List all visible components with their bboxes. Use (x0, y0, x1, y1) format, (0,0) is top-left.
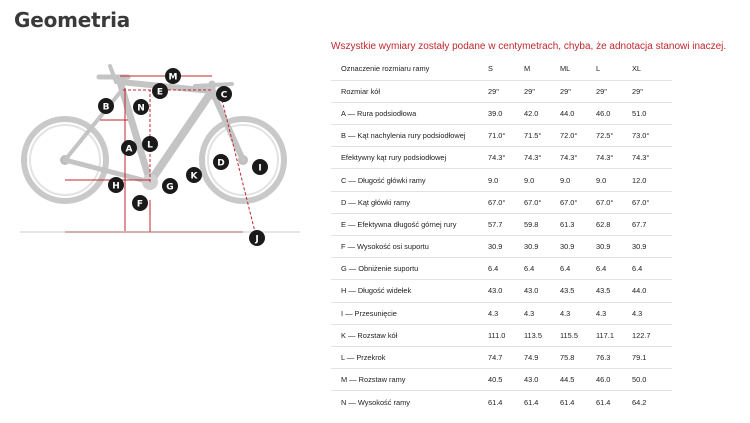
table-cell: 29" (488, 80, 524, 102)
header-label: Oznaczenie rozmiaru ramy (341, 64, 430, 74)
size-header: XL (632, 64, 642, 74)
row-label: D — Kąt główki ramy (331, 191, 488, 213)
table-cell: 74.9 (524, 346, 560, 368)
bike-geometry-diagram (0, 60, 320, 260)
table-row (331, 213, 672, 235)
table-cell: 6.4 (524, 258, 560, 280)
table-cell: 67.0° (560, 191, 596, 213)
marker-B (98, 98, 114, 114)
table-cell: 29" (596, 80, 632, 102)
geometry-table (331, 58, 672, 413)
svg-text:M: M (168, 72, 178, 83)
table-cell: 43.0 (524, 280, 560, 302)
table-cell: 57.7 (488, 213, 524, 235)
row-label: B — Kąt nachylenia rury podsiodłowej (331, 125, 488, 147)
table-cell: 79.1 (632, 346, 672, 368)
table-cell: 4.3 (560, 302, 596, 324)
table-row (331, 391, 672, 413)
svg-text:F: F (136, 199, 144, 210)
table-row (331, 280, 672, 302)
table-cell: 30.9 (488, 236, 524, 258)
table-row (331, 236, 672, 258)
table-cell: 9.0 (488, 169, 524, 191)
table-cell: 67.0° (596, 191, 632, 213)
table-header-row (331, 58, 672, 80)
table-cell: 51.0 (632, 102, 672, 124)
table-cell: 61.4 (488, 391, 524, 413)
table-cell: 74.3° (596, 147, 632, 169)
svg-text:A: A (125, 144, 133, 155)
marker-M (165, 68, 181, 84)
table-cell: 61.4 (596, 391, 632, 413)
table-cell: 111.0 (488, 324, 524, 346)
table-row (331, 258, 672, 280)
marker-H (108, 177, 124, 193)
table-cell: 61.3 (560, 213, 596, 235)
svg-text:D: D (217, 158, 225, 169)
table-row (331, 346, 672, 368)
table-cell: 6.4 (596, 258, 632, 280)
table-cell: 6.4 (488, 258, 524, 280)
table-cell: 30.9 (560, 236, 596, 258)
table-row (331, 80, 672, 102)
table-cell: 74.3° (488, 147, 524, 169)
table-cell: 42.0 (524, 102, 560, 124)
row-label: I — Przesunięcie (331, 302, 488, 324)
table-row (331, 369, 672, 391)
marker-F (132, 195, 148, 211)
marker-A (121, 140, 137, 156)
table-cell: 4.3 (488, 302, 524, 324)
table-row (331, 102, 672, 124)
table-cell: 43.5 (560, 280, 596, 302)
size-header: ML (560, 64, 571, 74)
table-row (331, 302, 672, 324)
table-cell: 44.5 (560, 369, 596, 391)
marker-N (133, 99, 149, 115)
marker-D (213, 154, 229, 170)
table-cell: 117.1 (596, 324, 632, 346)
row-label: F — Wysokość osi suportu (331, 236, 488, 258)
table-cell: 50.0 (632, 369, 672, 391)
page-title: Geometria (14, 8, 131, 32)
table-cell: 44.0 (632, 280, 672, 302)
table-cell: 29" (524, 80, 560, 102)
table-cell: 46.0 (596, 369, 632, 391)
svg-text:K: K (190, 171, 198, 182)
geometry-table-body (331, 58, 672, 413)
table-cell: 6.4 (632, 258, 672, 280)
table-cell: 67.0° (632, 191, 672, 213)
row-label: E — Efektywna długość górnej rury (331, 213, 488, 235)
size-header: L (596, 64, 601, 74)
svg-text:E: E (156, 87, 164, 98)
svg-text:I: I (258, 163, 262, 174)
table-cell: 4.3 (596, 302, 632, 324)
marker-G (162, 178, 178, 194)
table-cell: 9.0 (560, 169, 596, 191)
table-cell: 9.0 (596, 169, 632, 191)
table-cell: 43.0 (488, 280, 524, 302)
size-header: S (488, 64, 493, 74)
row-label: C — Długość główki ramy (331, 169, 488, 191)
svg-text:L: L (147, 140, 153, 151)
row-label: N — Wysokość ramy (331, 391, 488, 413)
svg-text:N: N (137, 103, 145, 114)
table-row (331, 191, 672, 213)
marker-C (216, 86, 232, 102)
marker-E (152, 83, 168, 99)
table-cell: 71.0° (488, 125, 524, 147)
svg-text:J: J (255, 234, 259, 245)
table-cell: 6.4 (560, 258, 596, 280)
table-row (331, 169, 672, 191)
measurement-note: Wszystkie wymiary zostały podane w centymetrach, chyba, że adnotacja stanowi inaczej. (331, 41, 727, 52)
row-label: H — Długość widełek (331, 280, 488, 302)
table-cell: 4.3 (632, 302, 672, 324)
table-cell: 64.2 (632, 391, 672, 413)
table-cell: 74.3° (560, 147, 596, 169)
marker-K (186, 167, 202, 183)
table-cell: 43.5 (596, 280, 632, 302)
table-cell: 74.3° (632, 147, 672, 169)
table-cell: 115.5 (560, 324, 596, 346)
row-label: L — Przekrok (331, 346, 488, 368)
table-cell: 39.0 (488, 102, 524, 124)
table-cell: 76.3 (596, 346, 632, 368)
table-row (331, 125, 672, 147)
table-cell: 67.0° (488, 191, 524, 213)
table-cell: 67.0° (524, 191, 560, 213)
svg-text:H: H (112, 181, 120, 192)
table-cell: 113.5 (524, 324, 560, 346)
bike-geometry-svg (0, 60, 320, 260)
table-cell: 4.3 (524, 302, 560, 324)
table-cell: 74.7 (488, 346, 524, 368)
table-cell: 46.0 (596, 102, 632, 124)
table-cell: 43.0 (524, 369, 560, 391)
table-cell: 29" (560, 80, 596, 102)
table-cell: 62.8 (596, 213, 632, 235)
table-cell: 61.4 (560, 391, 596, 413)
row-label: A — Rura podsiodłowa (331, 102, 488, 124)
svg-text:G: G (166, 182, 174, 193)
table-cell: 40.5 (488, 369, 524, 391)
row-label: K — Rozstaw kół (331, 324, 488, 346)
marker-I (252, 159, 268, 175)
table-cell: 30.9 (524, 236, 560, 258)
table-row (331, 147, 672, 169)
table-row (331, 324, 672, 346)
table-cell: 73.0° (632, 125, 672, 147)
table-cell: 74.3° (524, 147, 560, 169)
svg-text:C: C (220, 90, 228, 101)
table-cell: 9.0 (524, 169, 560, 191)
table-cell: 59.8 (524, 213, 560, 235)
svg-text:B: B (102, 102, 110, 113)
row-label: Efektywny kąt rury podsiodłowej (331, 147, 488, 169)
row-label: G — Obniżenie suportu (331, 258, 488, 280)
table-cell: 44.0 (560, 102, 596, 124)
table-cell: 75.8 (560, 346, 596, 368)
table-cell: 72.0° (560, 125, 596, 147)
table-cell: 122.7 (632, 324, 672, 346)
table-cell: 30.9 (596, 236, 632, 258)
marker-L (142, 136, 158, 152)
table-cell: 72.5° (596, 125, 632, 147)
table-cell: 29" (632, 80, 672, 102)
marker-J (249, 230, 265, 246)
row-label: Rozmiar kół (331, 80, 488, 102)
table-cell: 61.4 (524, 391, 560, 413)
table-cell: 12.0 (632, 169, 672, 191)
table-cell: 71.5° (524, 125, 560, 147)
row-label: M — Rozstaw ramy (331, 369, 488, 391)
size-header: M (524, 64, 531, 74)
table-cell: 30.9 (632, 236, 672, 258)
table-cell: 67.7 (632, 213, 672, 235)
